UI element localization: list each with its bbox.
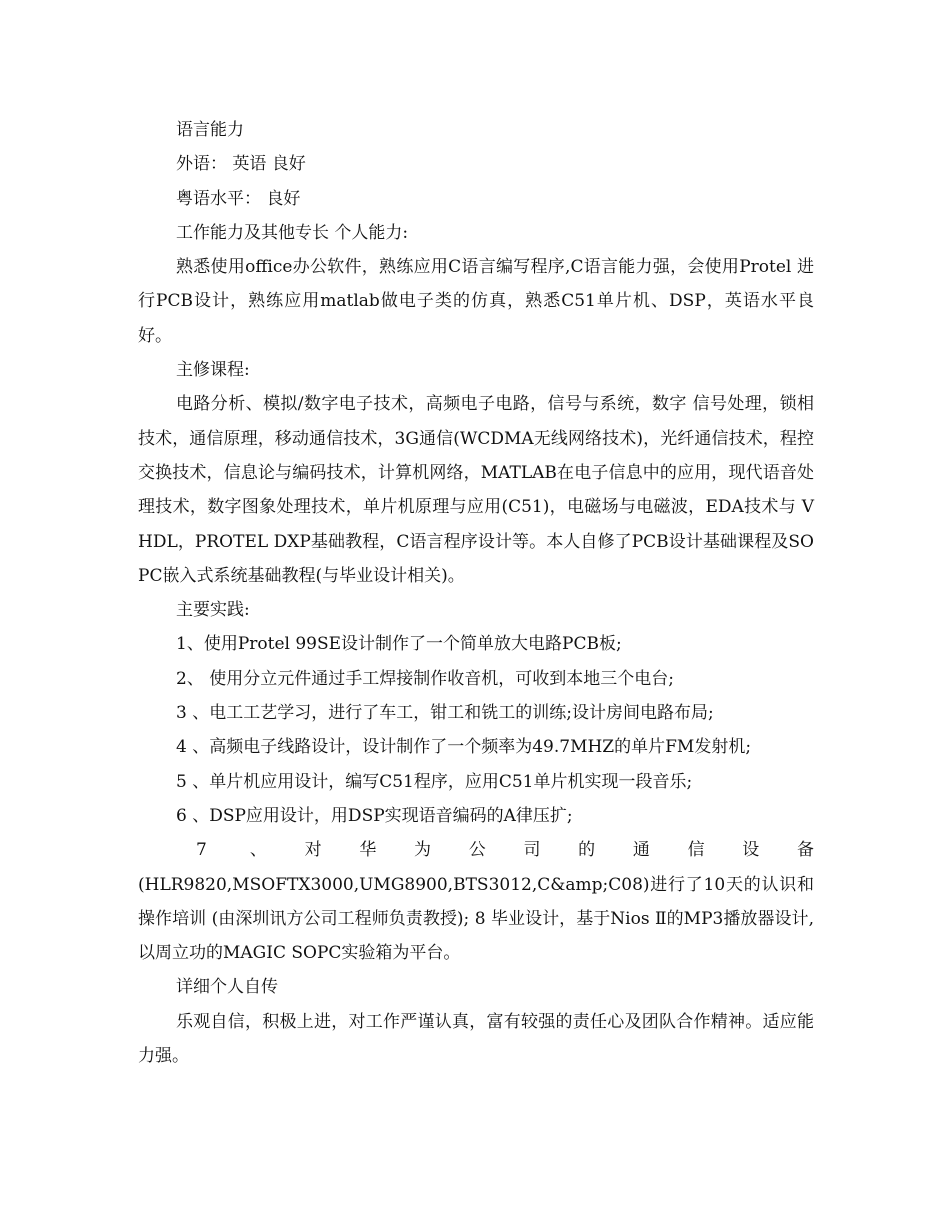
practice-item: 3 、电工工艺学习，进行了车工，钳工和铣工的训练;设计房间电路布局; [176, 703, 714, 724]
practice-item: 6 、DSP应用设计，用DSP实现语音编码的A律压扩; [176, 805, 573, 826]
courses-heading: 主修课程: [176, 360, 250, 381]
practice-item-7-heading: 7 、对华为公司的通信设备 [196, 840, 814, 861]
document-page [138, 113, 814, 1073]
courses-paragraph: 电路分析、模拟/数字电子技术，高频电子电路，信号与系统，数字 信号处理，锁相技术，通信原理，移动通信技术，3G通信(WCDMA无线网络技术)，光纤通信技术，程控交换技术，信息论与编码技术，计算机网络，MATLAB在电子信息中的应用，现代语音处理技术，数字图象处理技术，单片机原理与应用(C51)，电磁场与电磁波，EDA技术与 VHDL，PROTEL DXP基础教程，C语言程序设计等。本人自修了PCB设计基础课程及SOPC嵌入式系统基础教程(与毕业设计相关)。 [138, 394, 814, 586]
self-description-heading: 详细个人自传 [176, 977, 278, 998]
abilities-paragraph: 熟悉使用office办公软件，熟练应用C语言编写程序,C语言能力强，会使用Protel 进行PCB设计，熟练应用matlab做电子类的仿真，熟悉C51单片机、DSP，英语水平良好。 [138, 257, 814, 346]
practice-item: 2、 使用分立元件通过手工焊接制作收音机，可收到本地三个电台; [176, 668, 674, 689]
foreign-language-line: 外语： 英语 良好 [176, 154, 306, 175]
practice-item: 4 、高频电子线路设计，设计制作了一个频率为49.7MHZ的单片FM发射机; [176, 737, 752, 758]
practice-heading: 主要实践: [176, 600, 250, 621]
practice-item: 1、使用Protel 99SE设计制作了一个简单放大电路PCB板; [176, 634, 622, 655]
self-description-paragraph: 乐观自信，积极上进，对工作严谨认真，富有较强的责任心及团队合作精神。适应能力强。 [138, 1011, 814, 1067]
cantonese-level-line: 粤语水平： 良好 [176, 188, 301, 209]
abilities-heading: 工作能力及其他专长 个人能力: [176, 222, 409, 243]
practice-item-7-body: (HLR9820,MSOFTX3000,UMG8900,BTS3012,C&amp;C08)进行了10天的认识和操作培训 (由深圳讯方公司工程师负责教授); 8 毕业设计，基于Nios Ⅱ的MP3播放器设计,以周立功的MAGIC SOPC实验箱为平台。 [138, 874, 815, 964]
practice-item: 5 、单片机应用设计，编写C51程序，应用C51单片机实现一段音乐; [176, 771, 693, 792]
language-heading: 语言能力 [176, 120, 244, 140]
